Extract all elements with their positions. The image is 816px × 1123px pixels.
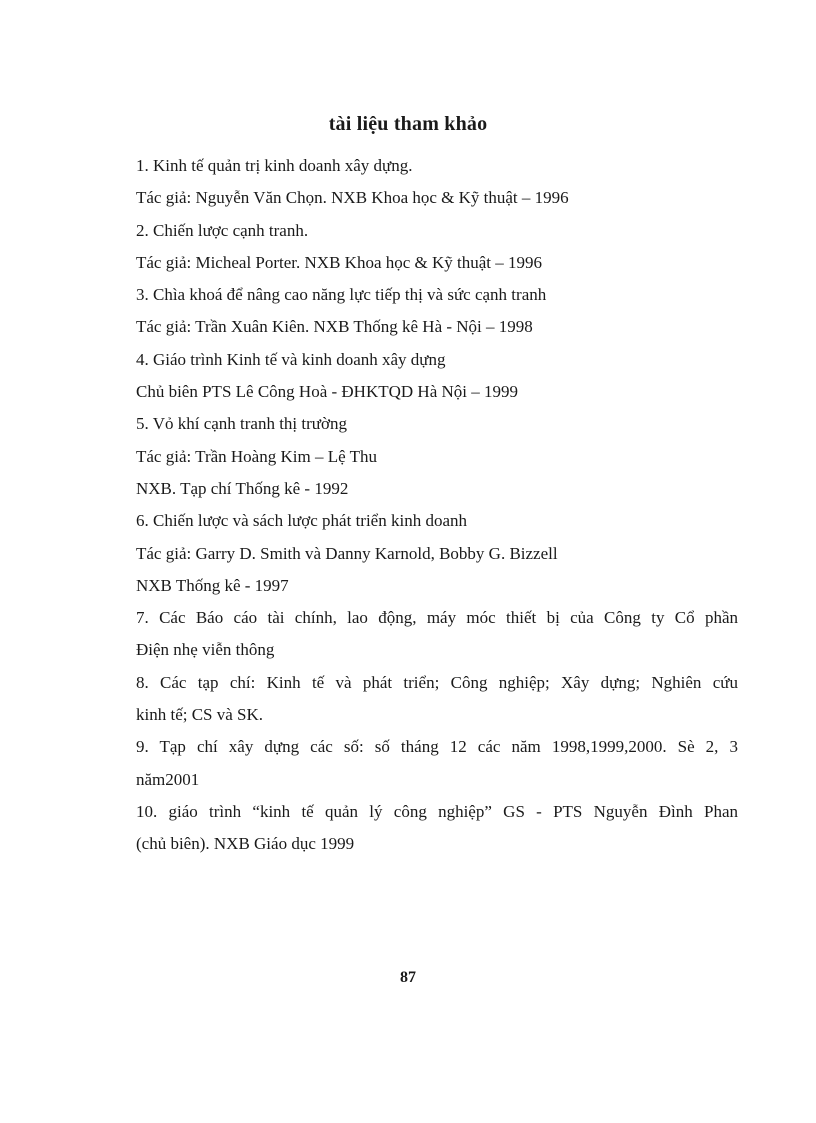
reference-line-6: Tác giả: Trần Xuân Kiên. NXB Thống kê Hà - Nội – 1998 [136, 317, 533, 337]
reference-line-21: 10. giáo trình “kinh tế quản lý công nghiệp” GS - PTS Nguyễn Đình Phan [136, 801, 738, 821]
reference-line-2: Tác giả: Nguyễn Văn Chọn. NXB Khoa học & Kỹ thuật – 1996 [136, 188, 569, 208]
reference-line-7: 4. Giáo trình Kinh tế và kinh doanh xây dựng [136, 349, 446, 369]
page-title: tài liệu tham khảo [328, 113, 488, 135]
reference-line-5: 3. Chìa khoá để nâng cao năng lực tiếp thị và sức cạnh tranh [136, 285, 547, 305]
reference-line-20: năm2001 [136, 769, 200, 789]
reference-line-11: NXB. Tạp chí Thống kê - 1992 [136, 478, 349, 498]
reference-line-3: 2. Chiến lược cạnh tranh. [136, 220, 309, 240]
page-number: 87 [400, 969, 416, 986]
reference-line-1: 1. Kinh tế quản trị kinh doanh xây dựng. [136, 156, 413, 175]
reference-line-16: Điện nhẹ viễn thông [136, 640, 275, 660]
reference-line-22: (chủ biên). NXB Giáo dục 1999 [136, 834, 355, 854]
reference-line-4: Tác giả: Micheal Porter. NXB Khoa học & Kỹ thuật – 1996 [136, 252, 543, 272]
reference-line-12: 6. Chiến lược và sách lược phát triển kinh doanh [136, 511, 467, 531]
reference-line-8: Chủ biên PTS Lê Công Hoà - ĐHKTQD Hà Nội – 1999 [136, 382, 518, 402]
reference-line-18: kinh tế; CS và SK. [136, 705, 264, 725]
reference-line-14: NXB Thống kê - 1997 [136, 575, 289, 595]
reference-line-9: 5. Vỏ khí cạnh tranh thị trường [136, 414, 347, 434]
reference-line-15: 7. Các Báo cáo tài chính, lao động, máy móc thiết bị của Công ty Cổ phần [136, 608, 738, 628]
reference-line-13: Tác giả: Garry D. Smith và Danny Karnold, Bobby G. Bizzell [136, 543, 558, 563]
reference-list [136, 150, 738, 861]
reference-line-17: 8. Các tạp chí: Kinh tế và phát triển; Công nghiệp; Xây dựng; Nghiên cứu [136, 672, 738, 692]
reference-line-19: 9. Tạp chí xây dựng các số: số tháng 12 các năm 1998,1999,2000. Sè 2, 3 [136, 737, 738, 757]
reference-line-10: Tác giả: Trần Hoàng Kim – Lệ Thu [136, 446, 377, 466]
